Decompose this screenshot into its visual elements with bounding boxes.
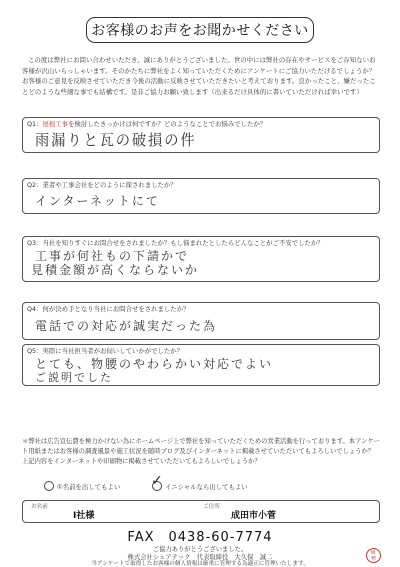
question-1-label: Q1：屋根工事を検討したきっかけは何ですか？どのようなことでお悩みでしたか？ [27,120,267,128]
consent-option-initial-label: イニシャルなら出してもよい [165,482,248,491]
intro-paragraph: この度は弊社にお問い合わせいただき、誠にありがとうございました。世の中には弊社の存在やサービスをご存知ないお客様が沢山いらっしゃいます。そのかたちに弊社をよく知っていただくためにアンケートにご協力いただけるでしょうか？お客様のご意見を反映させていただき今後の活動に反映させていただきたいと考えております。良かったこと、嫌だったことどのような些細な事でも結構です。是非ご協力お願い致します（出来るだけ具体的に書いていただければ幸いです） [22,56,376,96]
question-1-answer: 雨漏りと瓦の破損の件 [35,131,197,149]
name-label: お名前 [31,504,48,510]
question-4-box [22,302,380,340]
publication-notes: ＊弊社は広告宣伝費を極力かけない為にホームページ上で弊社を知っていただくための営業活動を行っております。本アンケート用紙またはお客様の調査風景や施工状況を随時ブログ及びインターネットに掲載させていただいてもよろしいでしょうか？上記内容をインターネットや印刷物に掲載させていただいてもよろしいでしょうか？ [22,438,380,466]
consent-option-name-label: ①名前を出してもよい [57,482,121,491]
customer-info-box [22,500,380,523]
fax-number: FAX 0438-60-7774 [127,530,273,545]
consent-option-initial[interactable] [151,473,248,491]
question-3-answer-line-1: 工事が何社もの下請かで [35,249,190,263]
address-value: 成田市小菅 [231,511,277,521]
question-2-box [22,178,380,214]
consent-option-name-circle[interactable] [44,481,54,491]
seal-stamp-icon: 岡 野 [365,547,382,564]
question-2-answer: インターネットにて [35,194,160,208]
footer-privacy: 当アンケートで取得したお客様の個人情報は厳重に管理する為適正に管理いたします。 [91,561,309,567]
address-label: ご住所 [203,504,220,510]
page-title [86,17,314,43]
name-value: I社様 [73,511,95,521]
question-4-answer: 電話での対応が誠実だった為 [35,319,218,333]
question-3-answer-line-2: 見積金額が高くならないか [31,263,200,277]
question-5-answer-line-2: ご説明でした [35,371,113,384]
publication-consent [22,473,380,493]
question-1-box [22,117,380,153]
check-mark-icon: ✓ [151,473,163,489]
consent-option-name[interactable] [44,481,120,491]
question-3-box [22,236,380,282]
question-2-label: Q2：業者や工事会社をどのように探されましたか？ [27,181,177,189]
question-5-box [22,344,380,386]
footer-company: 株式会社シェアテック 代表取締役 大久保 誠二 [127,554,273,561]
question-5-label: Q5：実際に当社担当者がお伺いしていかがでしたか？ [27,347,184,355]
question-5-answer-line-1: とても、物腰のやわらかい対応でよい [35,357,274,371]
question-3-label: Q3：当社を知りすぐにお問合せをされましたか？もし悩まれたとしたらどんなことがご不安でしたか？ [27,239,324,247]
footer-thanks: ご協力ありがとうございました。 [152,546,248,553]
page-title-text: お客様のお声をお聞かせください [91,23,309,39]
question-4-label: Q4：何が決め手となり当社にお問合せをされましたか？ [27,305,190,313]
